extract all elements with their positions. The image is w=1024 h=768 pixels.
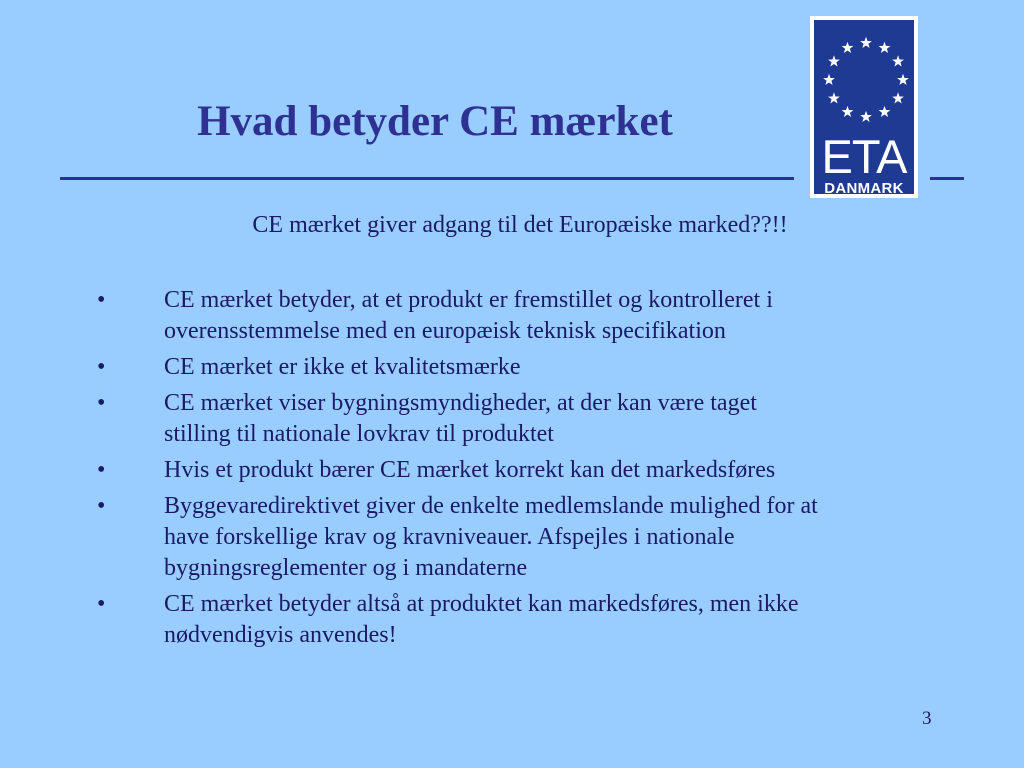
star-icon	[879, 106, 891, 117]
star-icon	[823, 74, 835, 85]
bullet-text-line: CE mærket betyder altså at produktet kan markedsføres, men ikke	[164, 591, 799, 617]
bullet-text-line: Byggevaredirektivet giver de enkelte medlemslande mulighed for at	[164, 493, 818, 519]
bullet-marker: •	[97, 591, 106, 617]
bullet-text-line: have forskellige krav og kravniveauer. Afspejles i nationale	[164, 524, 735, 550]
star-icon	[828, 92, 840, 103]
logo-eta-text: ETA	[821, 130, 907, 183]
bullet-marker: •	[97, 493, 106, 519]
bullet-item	[0, 388, 1024, 450]
star-icon	[879, 42, 891, 53]
bullet-text-line: Hvis et produkt bærer CE mærket korrekt kan det markedsføres	[164, 457, 776, 483]
bullet-text-line: nødvendigvis anvendes!	[164, 622, 397, 648]
bullet-marker: •	[97, 457, 106, 483]
title-underline-right	[930, 177, 964, 180]
bullet-text-line: stilling til nationale lovkrav til produktet	[164, 421, 554, 447]
logo-danmark-text: DANMARK	[824, 180, 904, 197]
bullet-item	[0, 455, 1024, 486]
bullet-marker: •	[97, 390, 106, 416]
star-icon	[828, 55, 840, 66]
page-number: 3	[922, 708, 932, 729]
bullet-item	[0, 589, 1024, 651]
bullet-text-line: bygningsreglementer og i mandaterne	[164, 555, 528, 581]
star-icon	[860, 111, 872, 122]
bullet-list	[0, 285, 1024, 656]
bullet-marker: •	[97, 354, 106, 380]
bullet-text-line: CE mærket betyder, at et produkt er fremstillet og kontrolleret i	[164, 287, 773, 313]
star-icon	[860, 37, 872, 48]
slide-title: Hvad betyder CE mærket	[197, 98, 673, 145]
bullet-text-line: CE mærket viser bygningsmyndigheder, at der kan være taget	[164, 390, 757, 416]
eta-danmark-logo	[810, 16, 918, 198]
star-icon	[892, 92, 904, 103]
slide-subtitle: CE mærket giver adgang til det Europæiske marked??!!	[252, 212, 788, 238]
bullet-item	[0, 352, 1024, 383]
bullet-item	[0, 285, 1024, 347]
star-icon	[897, 74, 909, 85]
star-icon	[842, 42, 854, 53]
bullet-marker: •	[97, 287, 106, 313]
star-icon	[892, 55, 904, 66]
bullet-item	[0, 491, 1024, 584]
bullet-text-line: overensstemmelse med en europæisk teknisk specifikation	[164, 318, 726, 344]
bullet-text-line: CE mærket er ikke et kvalitetsmærke	[164, 354, 521, 380]
title-underline-left	[60, 177, 794, 180]
star-icon	[842, 106, 854, 117]
